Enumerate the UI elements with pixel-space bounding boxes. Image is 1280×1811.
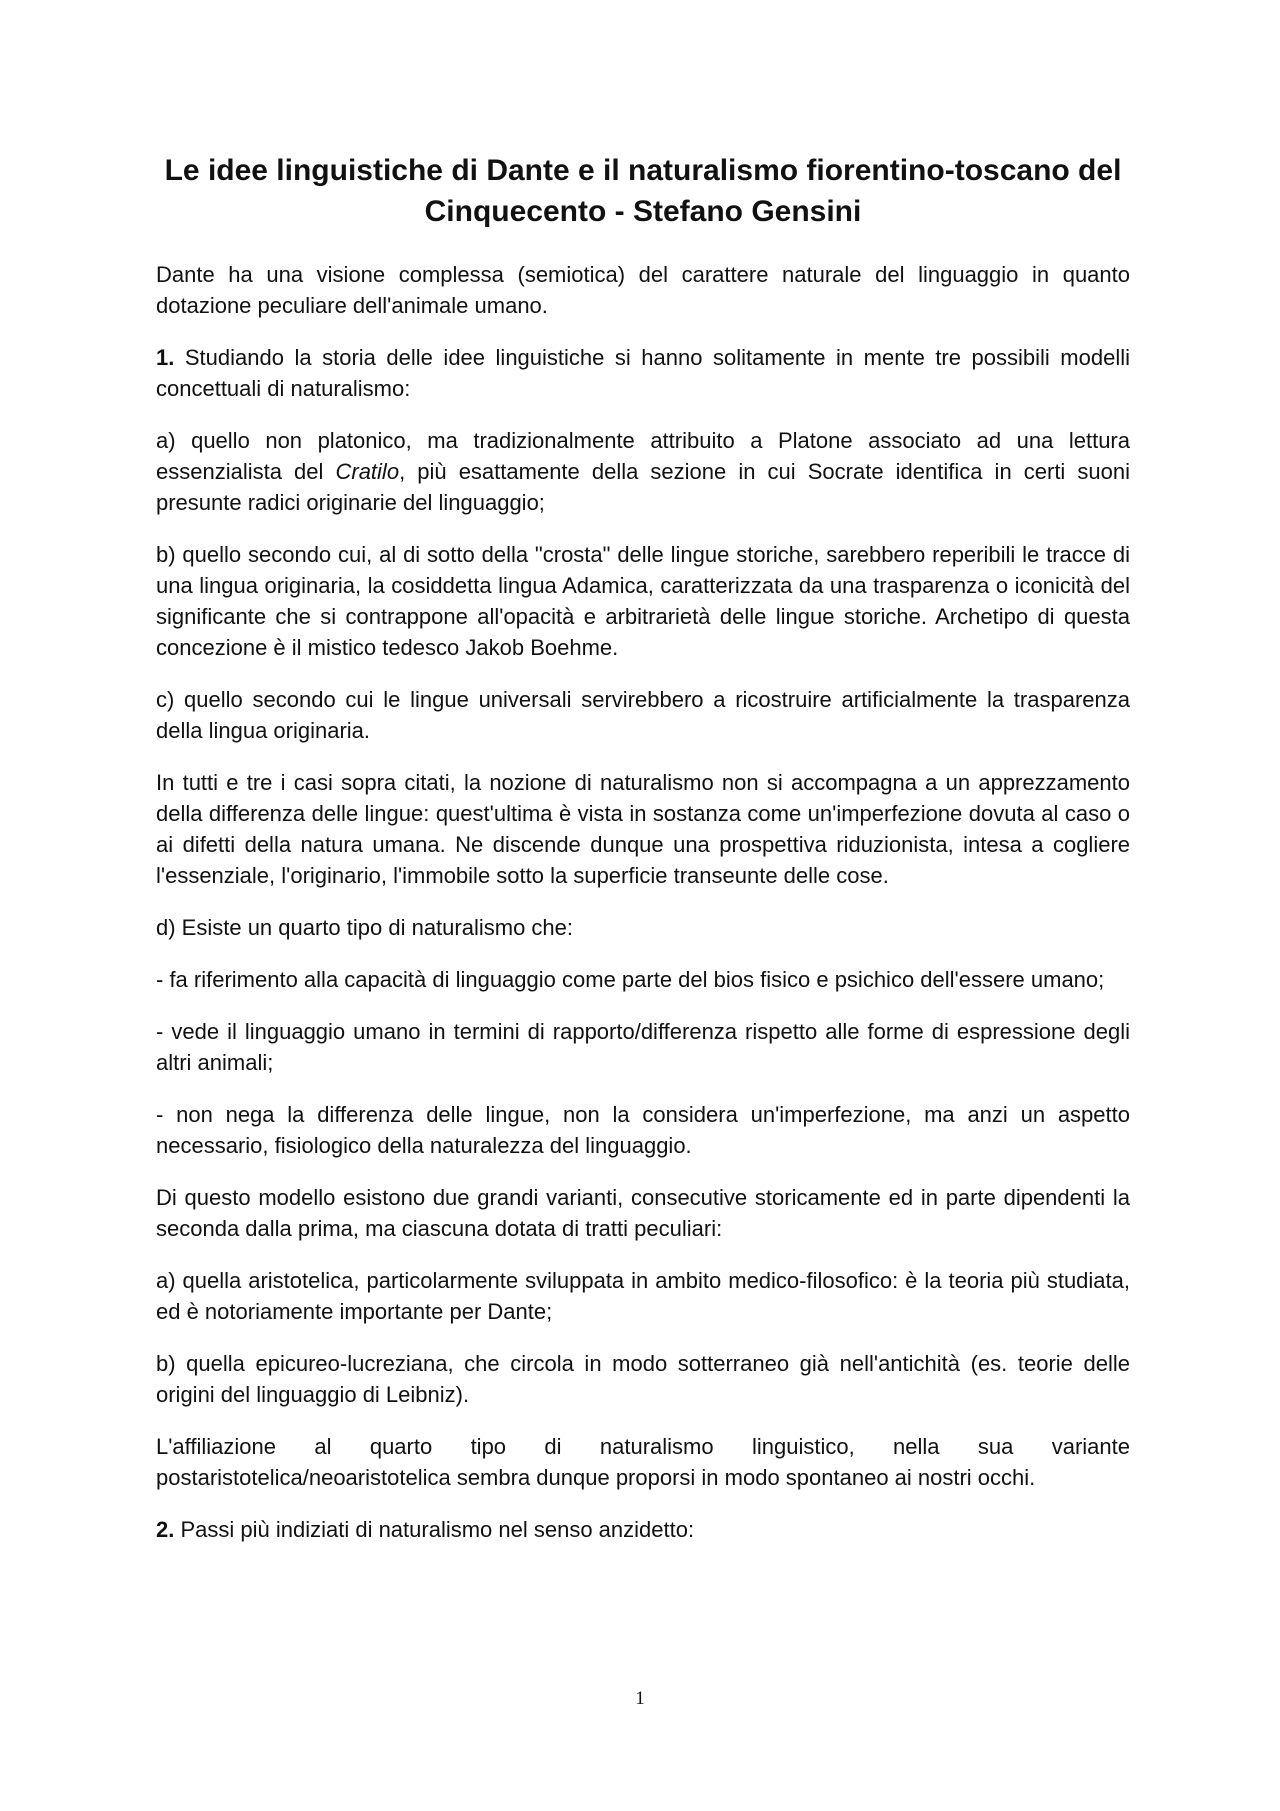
paragraph-variant-b: b) quella epicureo-lucreziana, che circola in modo sotterraneo già nell'antichità (es. teorie delle origini del linguaggio di Leibniz). xyxy=(156,1351,1130,1407)
paragraph-tutti: In tutti e tre i casi sopra citati, la nozione di naturalismo non si accompagna a un apprezzamento della differenza delle lingue: quest'ultima è vista in sostanza come un'imperfezione dovuta al caso o ai difetti della natura umana. Ne discende dunque una prospettiva riduzionista, intesa a cogliere l'essenziale, l'originario, l'immobile sotto la superficie transeunte delle cose. xyxy=(156,770,1130,888)
page-number: 1 xyxy=(635,1688,645,1709)
paragraph-model-a xyxy=(156,425,1130,518)
cratilo-title: Cratilo xyxy=(335,459,400,484)
section-1-paragraph xyxy=(156,342,1130,404)
section-2-paragraph xyxy=(156,1514,1130,1545)
section-1-text: Studiando la storia delle idee linguistiche si hanno solitamente in mente tre possibili modelli concettuali di naturalismo: xyxy=(156,345,1130,401)
paragraph-affiliazione: L'affiliazione al quarto tipo di naturalismo linguistico, nella sua variante postaristotelica/neoaristotelica sembra dunque proporsi in modo spontaneo ai nostri occhi. xyxy=(156,1434,1130,1490)
list-item-dash-2: - vede il linguaggio umano in termini di rapporto/differenza rispetto alle forme di espressione degli altri animali; xyxy=(156,1019,1130,1075)
model-a-text-end: , più esattamente della sezione in cui Socrate identifica in certi suoni presunte radici originarie del linguaggio; xyxy=(156,459,1130,515)
intro-paragraph: Dante ha una visione complessa (semiotica) del carattere naturale del linguaggio in quanto dotazione peculiare dell'animale umano. xyxy=(156,262,1130,318)
document-title: Le idee linguistiche di Dante e il naturalismo fiorentino-toscano del Cinquecento - Stefano Gensini xyxy=(164,154,1122,228)
paragraph-variant-a: a) quella aristotelica, particolarmente sviluppata in ambito medico-filosofico: è la teoria più studiata, ed è notoriamente importante per Dante; xyxy=(156,1268,1130,1324)
list-item-dash-1: - fa riferimento alla capacità di linguaggio come parte del bios fisico e psichico dell'essere umano; xyxy=(156,967,1105,992)
paragraph-model-b: b) quello secondo cui, al di sotto della "crosta" delle lingue storiche, sarebbero reperibili le tracce di una lingua originaria, la cosiddetta lingua Adamica, caratterizzata da una trasparenza o iconicità del significante che si contrappone all'opacità e arbitrarietà delle lingue storiche. Archetipo di questa concezione è il mistico tedesco Jakob Boehme. xyxy=(156,542,1130,660)
section-1-number: 1. xyxy=(156,345,175,370)
section-2-number: 2. xyxy=(156,1517,175,1542)
paragraph-model-d: d) Esiste un quarto tipo di naturalismo che: xyxy=(156,915,574,940)
paragraph-varianti: Di questo modello esistono due grandi varianti, consecutive storicamente ed in parte dipendenti la seconda dalla prima, ma ciascuna dotata di tratti peculiari: xyxy=(156,1185,1130,1241)
model-a-text-start: a) quello non platonico, ma tradizionalmente attribuito a Platone associato ad una lettura essenzialista del xyxy=(156,428,1130,484)
paragraph-model-c: c) quello secondo cui le lingue universali servirebbero a ricostruire artificialmente la trasparenza della lingua originaria. xyxy=(156,687,1130,743)
section-2-text: Passi più indiziati di naturalismo nel senso anzidetto: xyxy=(174,1517,695,1542)
list-item-dash-3: - non nega la differenza delle lingue, non la considera un'imperfezione, ma anzi un aspetto necessario, fisiologico della naturalezza del linguaggio. xyxy=(156,1102,1130,1158)
document-page xyxy=(156,150,1130,1566)
